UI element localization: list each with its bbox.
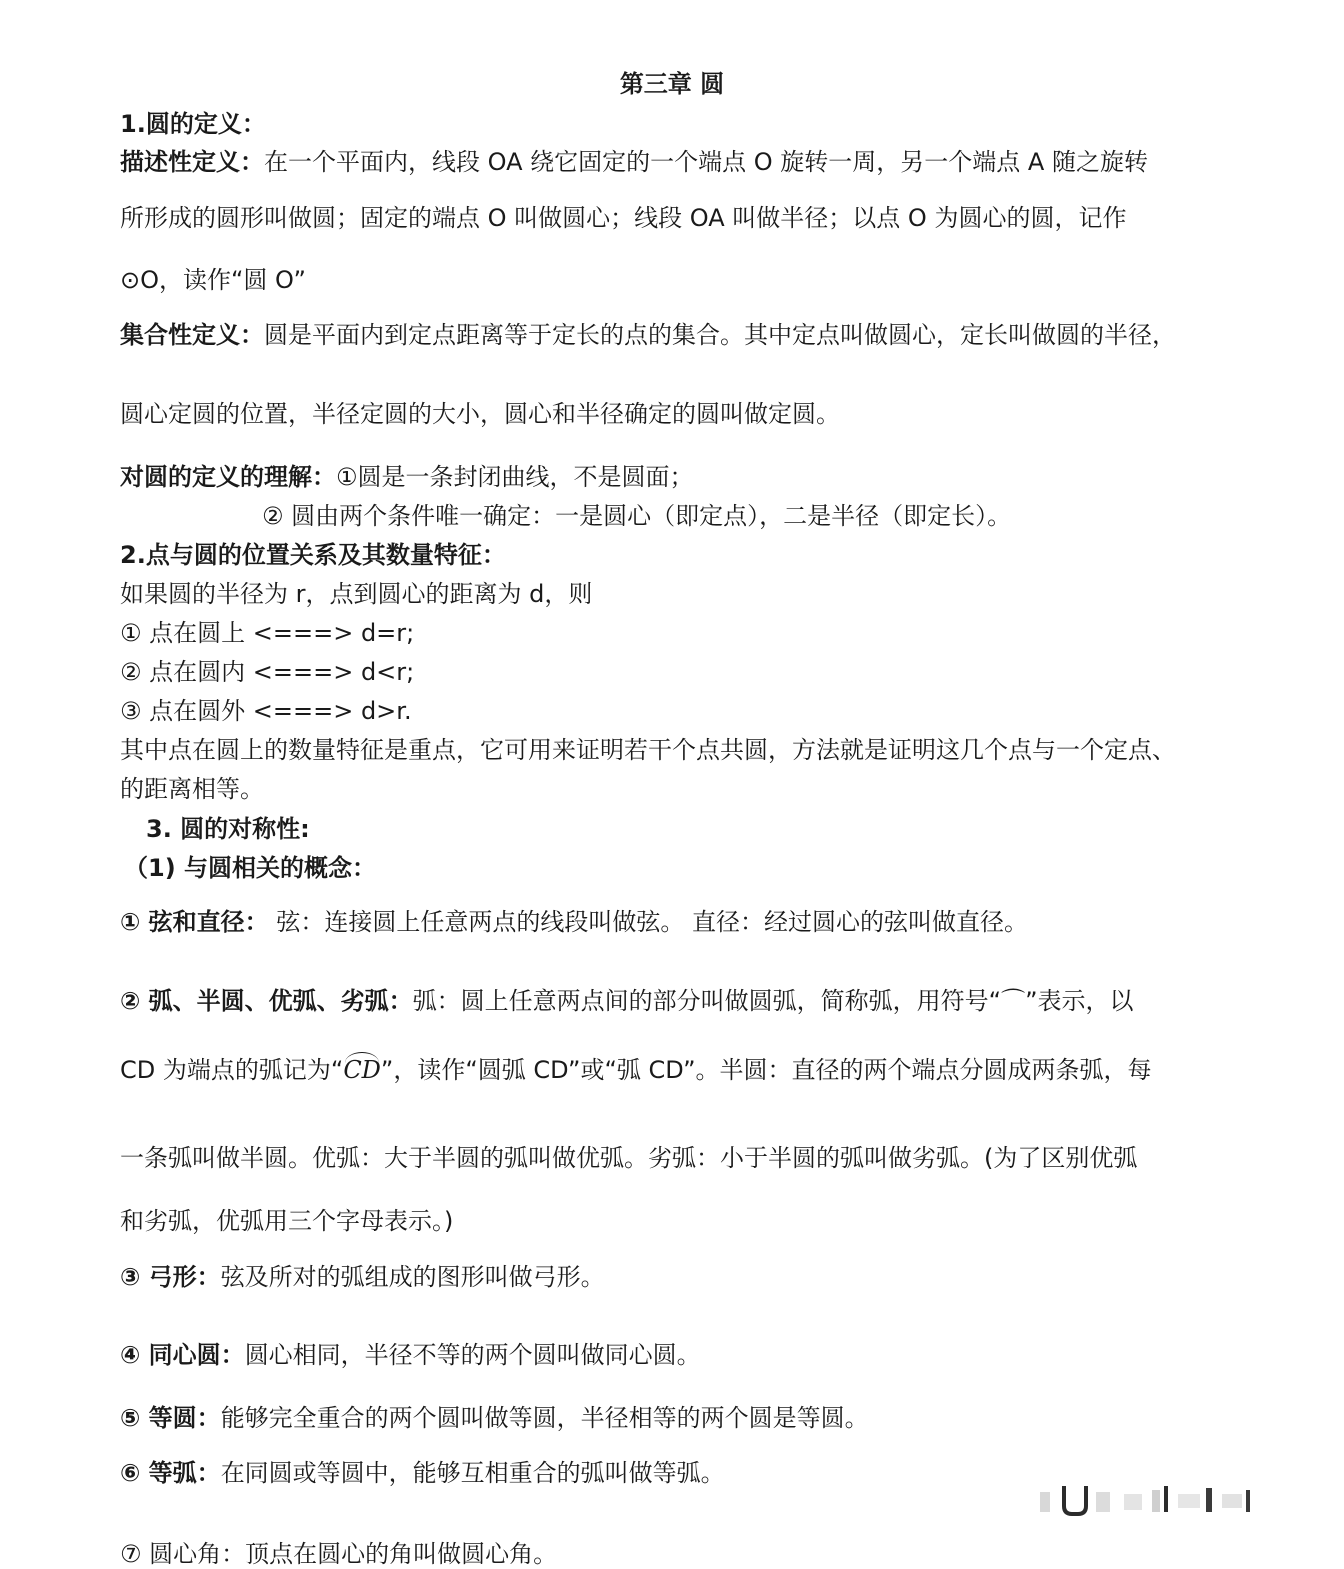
- concept-equal-arcs: [120, 1461, 725, 1485]
- understanding-label: 对圆的定义的理解：: [120, 463, 336, 491]
- concept-equal-arcs-text: 在同圆或等圆中，能够互相重合的弧叫做等弧。: [220, 1459, 725, 1487]
- set-definition-text: 圆是平面内到定点距离等于定长的点的集合。其中定点叫做圆心，定长叫做圆的半径，: [264, 321, 1176, 349]
- concept-arc-text-1: 弧：圆上任意两点间的部分叫做圆弧，简称弧，用符号“⌒”表示，以: [412, 987, 1134, 1015]
- understanding-point-2: ② 圆由两个条件唯一确定：一是圆心（即定点），二是半径（即定长）。: [262, 502, 1012, 530]
- concept-chord-diameter-text: 弦：连接圆上任意两点的线段叫做弦。 直径：经过圆心的弦叫做直径。: [268, 908, 1028, 936]
- set-definition-label: 集合性定义：: [120, 321, 264, 349]
- section-3-heading: 3. 圆的对称性:: [146, 815, 310, 843]
- concept-equal-circles-label: ⑤ 等圆：: [120, 1404, 221, 1432]
- concept-concentric: [120, 1343, 701, 1367]
- position-item-inside: ② 点在圆内 <===> d<r;: [120, 658, 415, 686]
- section-1-heading: 1.圆的定义：: [120, 110, 266, 138]
- concept-arc-label: ② 弧、半圆、优弧、劣弧：: [120, 987, 413, 1015]
- chapter-title: 第三章 圆: [619, 70, 725, 98]
- arc-cd-symbol: CD: [343, 1056, 381, 1084]
- concept-arc-line-1: [120, 989, 1134, 1013]
- descriptive-definition-text: 在一个平面内，线段 OA 绕它固定的一个端点 O 旋转一周，另一个端点 A 随之旋转: [264, 148, 1148, 176]
- concept-segment: [120, 1265, 605, 1289]
- concept-segment-text: 弦及所对的弧组成的图形叫做弓形。: [220, 1263, 605, 1291]
- position-item-on: ① 点在圆上 <===> d=r;: [120, 619, 415, 647]
- understanding-line-1: [120, 465, 694, 489]
- concept-concentric-label: ④ 同心圆：: [120, 1341, 245, 1369]
- descriptive-definition-line-1: [120, 150, 1148, 174]
- concept-equal-circles-text: 能够完全重合的两个圆叫做等圆，半径相等的两个圆是等圆。: [220, 1404, 869, 1432]
- descriptive-definition-line-2: 所形成的圆形叫做圆；固定的端点 O 叫做圆心；线段 OA 叫做半径；以点 O 为圆心的圆，记作: [120, 204, 1127, 232]
- concept-chord-diameter: [120, 910, 1028, 934]
- concept-central-angle-partial: ⑦ 圆心角：顶点在圆心的角叫做圆心角。: [120, 1540, 558, 1568]
- section-2-note-line-2: 的距离相等。: [120, 775, 264, 803]
- descriptive-definition-label: 描述性定义：: [120, 148, 264, 176]
- concept-equal-circles: [120, 1406, 869, 1430]
- concept-arc-text-2a: CD 为端点的弧记为“: [120, 1056, 344, 1084]
- set-definition-line-1: [120, 323, 1176, 347]
- position-item-outside: ③ 点在圆外 <===> d>r.: [120, 697, 412, 725]
- concept-arc-line-4: 和劣弧，优弧用三个字母表示。): [120, 1207, 454, 1235]
- concept-equal-arcs-label: ⑥ 等弧：: [120, 1459, 221, 1487]
- concept-arc-text-2b: ”，读作“圆弧 CD”或“弧 CD”。半圆：直径的两个端点分圆成两条弧，每: [380, 1056, 1152, 1084]
- section-2-intro: 如果圆的半径为 r，点到圆心的距离为 d，则: [120, 580, 593, 608]
- concept-arc-line-3: 一条弧叫做半圆。优弧：大于半圆的弧叫做优弧。劣弧：小于半圆的弧叫做劣弧。(为了区别优弧: [120, 1144, 1138, 1172]
- watermark-logo: [1040, 1482, 1255, 1518]
- concept-arc-line-2: [120, 1058, 1152, 1082]
- concept-segment-label: ③ 弓形：: [120, 1263, 221, 1291]
- understanding-point-1: ①圆是一条封闭曲线，不是圆面；: [336, 463, 694, 491]
- set-definition-line-2: 圆心定圆的位置，半径定圆的大小，圆心和半径确定的圆叫做定圆。: [120, 400, 840, 428]
- section-3-subheading: （1) 与圆相关的概念：: [124, 854, 377, 882]
- descriptive-definition-line-3: ⊙O，读作“圆 O”: [120, 266, 306, 294]
- section-2-note-line-1: 其中点在圆上的数量特征是重点，它可用来证明若干个点共圆，方法就是证明这几个点与一个定点、: [120, 736, 1176, 764]
- cut-off-line: [120, 1530, 620, 1568]
- concept-concentric-text: 圆心相同，半径不等的两个圆叫做同心圆。: [244, 1341, 701, 1369]
- section-2-heading: 2.点与圆的位置关系及其数量特征：: [120, 541, 506, 569]
- concept-chord-diameter-label: ① 弦和直径：: [120, 908, 269, 936]
